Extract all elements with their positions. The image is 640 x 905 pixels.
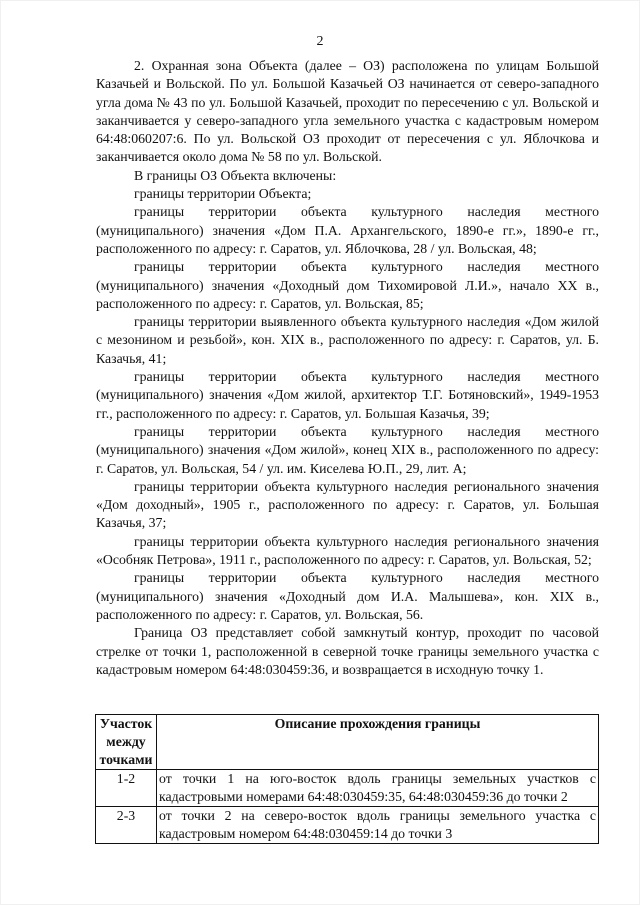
header-segment: Участок между точками [96, 715, 157, 770]
paragraph-protection-zone: 2. Охранная зона Объекта (далее – ОЗ) расположена по улицам Большой Казачьей и Вольской. По ул. Большой Казачьей ОЗ начинается от северо-западного угла дома № 43 по ул. Большой Казачьей, проходит по пересечению с ул. Вольской и заканчивается у северо-западного угла земельного участка с кадастровым номером 64:48:060207:6. По ул. Вольской ОЗ проходит от пересечения с ул. Яблочкова и заканчивается около дома № 58 по ул. Вольской. [96, 58, 599, 165]
description-cell: от точки 2 на северо-восток вдоль границы земельного участка с кадастровым номером 64:48:030459:14 до точки 3 [157, 807, 599, 844]
table-row [96, 770, 599, 807]
boundary-table [95, 714, 599, 844]
list-item-mezzanine-house: границы территории выявленного объекта культурного наследия «Дом жилой с мезонином и резьбой», кон. XIX в., расположенного по адресу: г. Саратов, ул. Б. Казачья, 41; [96, 314, 599, 366]
list-item-malyshev-house: границы территории объекта культурного наследия местного (муниципального) значения «Доходный дом И.А. Малышева», кон. XIX в., расположенного по адресу: г. Саратов, ул. Вольская, 56. [96, 570, 599, 622]
page-number: 2 [316, 34, 324, 49]
list-item-income-house: границы территории объекта культурного наследия регионального значения «Дом доходный», 1905 г., расположенного по адресу: г. Саратов, ул. Большая Казачья, 37; [96, 478, 599, 531]
list-item-object-territory: границы территории Объекта; [134, 186, 312, 202]
description-cell: от точки 1 на юго-восток вдоль границы земельных участков с кадастровыми номерами 64:48:030459:35, 64:48:030459:36 до точки 2 [157, 770, 599, 807]
table-row [96, 807, 599, 844]
list-item-tikhomirova-house: границы территории объекта культурного наследия местного (муниципального) значения «Доходный дом Тихомировой Л.И.», начало XX в., расположенного по адресу: г. Саратов, ул. Вольская, 85; [96, 259, 599, 311]
list-item-arkhangelsky-house: границы территории объекта культурного наследия местного (муниципального) значения «Дом П.А. Архангельского, 1890-е гг.», 1890-е гг., расположенного по адресу: г. Саратов, ул. Яблочкова, 28 / ул. Вольская, 48; [96, 204, 599, 256]
header-description: Описание прохождения границы [157, 715, 599, 770]
list-item-botyanovsky-house: границы территории объекта культурного наследия местного (муниципального) значения «Дом жилой, архитектор Т.Г. Ботяновский», 1949-1953 гг., расположенного по адресу: г. Саратов, ул. Большая Казачья, 39; [96, 369, 599, 421]
document-body [96, 57, 599, 679]
table-header-row [96, 715, 599, 770]
list-item-petrov-mansion: границы территории объекта культурного наследия регионального значения «Особняк Петрова», 1911 г., расположенного по адресу: г. Саратов, ул. Вольская, 52; [96, 533, 599, 568]
paragraph-included-intro: В границы ОЗ Объекта включены: [134, 167, 337, 183]
list-item-residential-house: границы территории объекта культурного наследия местного (муниципального) значения «Дом жилой», конец XIX в., расположенного по адресу: г. Саратов, ул. Вольская, 54 / ул. им. Киселева Ю.П., 29, лит. А; [96, 423, 599, 476]
paragraph-boundary-contour: Граница ОЗ представляет собой замкнутый контур, проходит по часовой стрелке от точки 1, расположенной в северной точке границы земельного участка с кадастровым номером 64:48:030459:36, и возвращается в исходную точку 1. [96, 625, 599, 677]
segment-cell: 1-2 [96, 770, 157, 807]
segment-cell: 2-3 [96, 807, 157, 844]
